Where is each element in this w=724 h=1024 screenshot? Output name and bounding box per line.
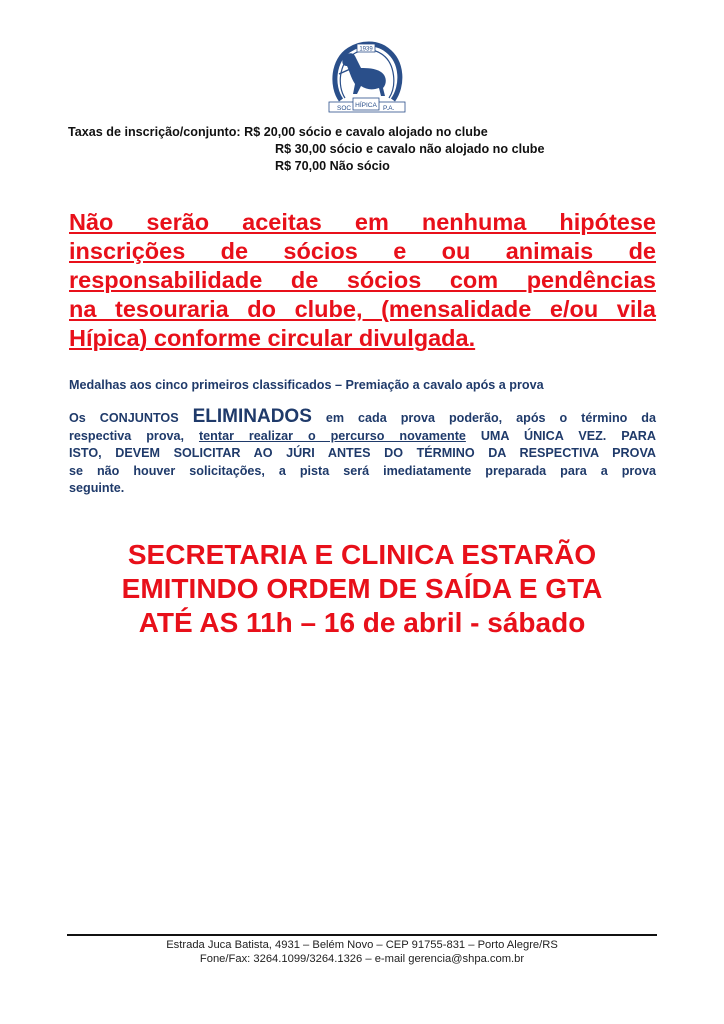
- fee-row: R$ 30,00 sócio e cavalo não alojado no clube: [275, 142, 545, 156]
- text: Os CONJUNTOS: [69, 411, 193, 425]
- warning-line: na tesouraria do clube, (mensalidade e/ou vila: [69, 296, 656, 322]
- fee-row: R$ 70,00 Não sócio: [275, 159, 390, 173]
- secretariat-line: ATÉ AS 11h – 16 de abril - sábado: [138, 607, 586, 638]
- text: UMA ÚNICA VEZ. PARA: [465, 428, 656, 443]
- fee-row: [68, 124, 544, 141]
- club-logo: [327, 38, 407, 118]
- eliminated-line: [69, 428, 656, 446]
- footer-divider: [67, 934, 657, 936]
- footer-address: Estrada Juca Batista, 4931 – Belém Novo – CEP 91755-831 – Porto Alegre/RS: [166, 939, 558, 951]
- eliminated-line: ISTO, DEVEM SOLICITAR AO JÚRI ANTES DO TÉRMINO DA RESPECTIVA PROVA: [69, 446, 656, 460]
- text: em cada prova poderão, após o término da: [311, 411, 656, 425]
- footer-contact: Fone/Fax: 3264.1099/3264.1326 – e-mail gerencia@shpa.com.br: [199, 953, 525, 965]
- secretariat-line: SECRETARIA E CLINICA ESTARÃO: [127, 539, 597, 570]
- medals-notice: Medalhas aos cinco primeiros classificados – Premiação a cavalo após a prova: [69, 378, 544, 392]
- svg-text:SOC: SOC: [337, 105, 352, 112]
- warning-line: responsabilidade de sócios com pendências: [69, 267, 656, 293]
- horseshoe-horse-icon: [327, 38, 407, 118]
- fee-item: R$ 20,00 sócio e cavalo alojado no clube: [244, 125, 488, 139]
- warning-line: inscrições de sócios e ou animais de: [69, 238, 656, 264]
- eliminated-notice: [69, 408, 656, 498]
- svg-text:HÍPICA: HÍPICA: [355, 102, 377, 109]
- secretariat-notice: [60, 538, 664, 640]
- fees-label: Taxas de inscrição/conjunto:: [68, 125, 241, 139]
- eliminated-line: seguinte.: [69, 481, 125, 495]
- footer: [67, 938, 657, 966]
- svg-text:P.A.: P.A.: [383, 105, 395, 112]
- text: respectiva prova,: [69, 428, 199, 443]
- eliminated-line: [69, 408, 656, 428]
- warning-line: Não serão aceitas em nenhuma hipótese: [69, 209, 656, 235]
- retry-underlined: tentar realizar o percurso novamente: [198, 428, 466, 443]
- secretariat-line: EMITINDO ORDEM DE SAÍDA E GTA: [121, 573, 603, 604]
- eliminated-emphasis: ELIMINADOS: [192, 406, 312, 427]
- pending-dues-warning: [69, 208, 656, 353]
- eliminated-line: se não houver solicitações, a pista será imediatamente preparada para a prova: [69, 463, 656, 478]
- svg-text:1939: 1939: [359, 46, 373, 53]
- warning-line: Hípica) conforme circular divulgada.: [69, 325, 476, 351]
- registration-fees: [68, 124, 544, 175]
